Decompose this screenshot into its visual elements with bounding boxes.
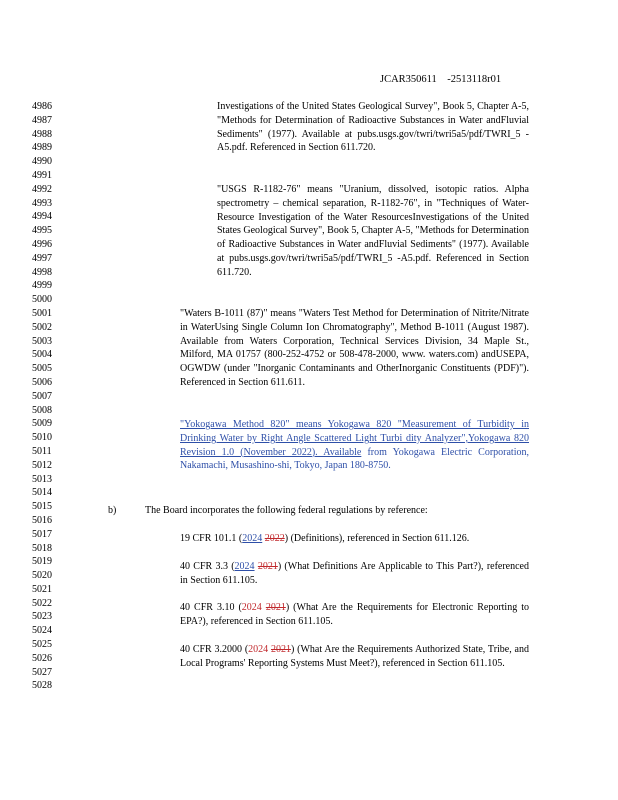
line-number: 5020 — [32, 570, 52, 582]
line-number: 5002 — [32, 321, 52, 333]
usgs-continuation-text: Investigations of the United States Geological Survey", Book 5, Chapter A-5, "Methods for Determination of Radioactive Substances in Water andFluvial Sediments" (1977). Available at pubs.usgs.gov/twri/twri5a5/pdf/TWRI_5 -A5.pdf. Referenced in Section 611.720. — [217, 101, 529, 154]
line-number: 5014 — [32, 487, 52, 499]
cfr-3-year: 2024 — [241, 602, 262, 613]
line-number: 4992 — [32, 183, 52, 195]
cfr-4-deleted-year: 2021 — [270, 644, 291, 655]
line-number: 5006 — [32, 376, 52, 388]
line-number: 4995 — [32, 225, 52, 237]
line-number: 5024 — [32, 625, 52, 637]
usgs-r1182-paragraph — [217, 183, 529, 280]
line-number: 4987 — [32, 114, 52, 126]
line-number: 4990 — [32, 156, 52, 168]
line-number: 5025 — [32, 639, 52, 651]
line-number: 5021 — [32, 583, 52, 595]
line-number: 4991 — [32, 169, 52, 181]
line-number: 4994 — [32, 211, 52, 223]
line-number: 5004 — [32, 349, 52, 361]
line-number: 5001 — [32, 307, 52, 319]
line-number: 5015 — [32, 501, 52, 513]
cfr-1-citation: 19 CFR 101.1 ( — [180, 533, 243, 544]
document-header: JCAR350611 -2513118r01 — [380, 74, 502, 85]
line-numbers — [32, 100, 56, 693]
cfr-3-description: ) (What Are the Requirements for Electronic Reporting to EPA?), referenced in Section 611.105. — [180, 602, 530, 627]
cfr-4-citation: 40 CFR 3.2000 ( — [180, 644, 249, 655]
line-number: 4996 — [32, 238, 52, 250]
cfr-1-deleted-year: 2022 — [264, 533, 285, 544]
line-number: 5019 — [32, 556, 52, 568]
line-number: 5017 — [32, 528, 52, 540]
line-number: 5009 — [32, 418, 52, 430]
line-number: 5000 — [32, 294, 52, 306]
cfr-item-4 — [180, 643, 529, 671]
line-number: 4997 — [32, 252, 52, 264]
cfr-3-deleted-year: 2021 — [265, 602, 286, 613]
line-number: 4986 — [32, 101, 52, 112]
line-number: 4998 — [32, 266, 52, 278]
line-number: 4989 — [32, 142, 52, 154]
line-number: 4988 — [32, 128, 52, 140]
line-number: 4993 — [32, 197, 52, 209]
line-number: 5022 — [32, 597, 52, 609]
line-number: 5005 — [32, 363, 52, 375]
line-number: 5008 — [32, 404, 52, 416]
subsection-b-intro — [145, 504, 529, 518]
line-number: 5011 — [32, 445, 52, 457]
line-number: 5010 — [32, 432, 52, 444]
usgs-continuation-paragraph — [217, 100, 529, 155]
cfr-item-1 — [180, 532, 529, 546]
waters-text: "Waters B-1011 (87)" means "Waters Test Method for Determination of Nitrite/Nitrate in WaterUsing Single Column Ion Chromatography", Method B-1011 (August 1987). Available from Waters Corporation, Technical Services Division, 34 Maple St., Milford, MA 01757 (800-252-4752 or 508-478-2000, www. waters.com) andUSEPA, OGWDW (under "Inorganic Contaminants and OtherInorganic Constituents (PDF)"). Referenced in Section 611.611. — [180, 308, 529, 388]
cfr-2-inserted-year: 2024 — [234, 561, 255, 572]
line-number: 5023 — [32, 611, 52, 623]
cfr-2-deleted-year: 2021 — [257, 561, 278, 572]
cfr-1-description: ) (Definitions), referenced in Section 611.126. — [284, 533, 470, 544]
line-number: 5007 — [32, 390, 52, 402]
cfr-item-2 — [180, 560, 529, 588]
cfr-item-3 — [180, 601, 529, 629]
line-number: 5013 — [32, 473, 52, 485]
cfr-3-citation: 40 CFR 3.10 ( — [180, 602, 242, 613]
subsection-label: b) — [108, 505, 117, 516]
yokogawa-inserted-source: from Yokogawa Electric Corporation, Nakamachi, Musashino-shi, Tokyo, Japan 180-8750. — [180, 446, 529, 472]
line-number: 5016 — [32, 514, 52, 526]
cfr-2-description: ) (What Definitions Are Applicable to This Part?), referenced in Section 611.105. — [180, 561, 529, 586]
line-number: 5026 — [32, 652, 52, 664]
line-number: 5027 — [32, 666, 52, 678]
usgs-r1182-text: "USGS R-1182-76" means "Uranium, dissolved, isotopic ratios. Alpha spectrometry – chemical separation, R-1182-76", in "Techniques of Water-Resource Investigation of the Water ResourcesInvestigations of the United States Geological Survey", Book 5, Chapter A-5, "Methods for Determination of Radioactive Substances in Water andFluvial Sediments" (1977). Available at pubs.usgs.gov/twri/twri5a5/pdf/TWRI_5 -A5.pdf. Referenced in Section 611.720. — [217, 184, 529, 278]
line-number: 5028 — [32, 680, 52, 692]
cfr-4-year: 2024 — [248, 644, 269, 655]
line-number: 5003 — [32, 335, 52, 347]
cfr-1-inserted-year: 2024 — [242, 533, 263, 544]
waters-paragraph — [180, 307, 529, 390]
line-number: 4999 — [32, 280, 52, 292]
cfr-2-citation: 40 CFR 3.3 ( — [180, 561, 235, 572]
line-number: 5012 — [32, 459, 52, 471]
cfr-4-description: ) (What Are the Requirements Authorized State, Tribe, and Local Programs' Reporting Systems Must Meet?), referenced in Section 611.105. — [180, 644, 529, 669]
yokogawa-text — [180, 418, 529, 473]
yokogawa-inserted-text[interactable]: "Yokogawa Method 820" means Yokogawa 820 "Measurement of Turbidity in Drinking Water by Right Angle Scattered Light Turbi dity Analyzer",Yokogawa 820 Revision 1.0 (November 2022). Available — [180, 419, 529, 458]
line-number: 5018 — [32, 542, 52, 554]
yokogawa-paragraph — [180, 418, 529, 473]
subsection-b-text: The Board incorporates the following federal regulations by reference: — [145, 505, 428, 516]
